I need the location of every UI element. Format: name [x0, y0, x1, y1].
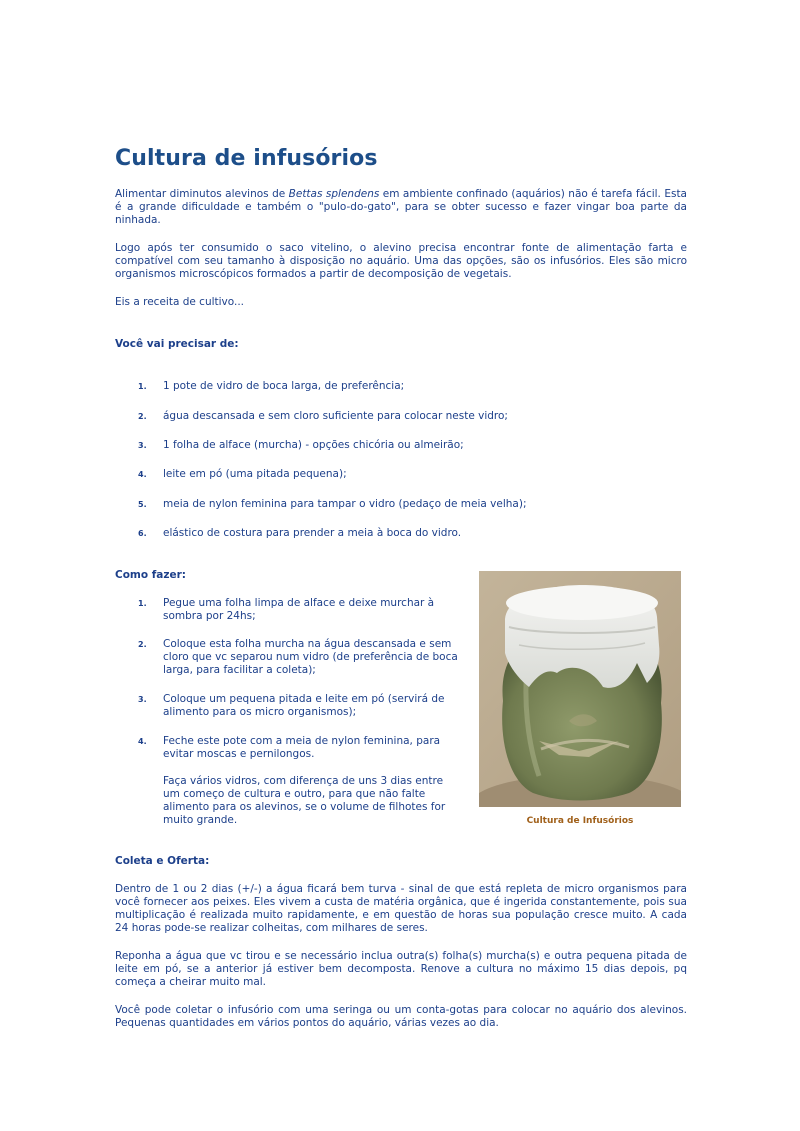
collect-paragraph-2: Reponha a água que vc tirou e se necessário inclua outra(s) folha(s) murcha(s) e outra pequena pitada de leite em pó, se a anterior já estiver bem decomposta. Renove a cultura no máximo 15 dias depois, pq começa a cheirar muito mal. [115, 950, 687, 988]
item-text: 1 pote de vidro de boca larga, de preferência; [163, 380, 405, 392]
step-text: Feche este pote com a meia de nylon feminina, para evitar moscas e pernilongos. [163, 735, 441, 760]
item-number: 2. [138, 412, 147, 421]
jar-photo [479, 571, 681, 807]
item-text: elástico de costura para prender a meia à boca do vidro. [163, 527, 462, 539]
item-number: 3. [138, 441, 147, 450]
step-text: Coloque um pequena pitada e leite em pó (servirá de alimento para os micro organismos); [163, 693, 445, 718]
item-number: 4. [138, 470, 147, 479]
intro-text-after: em ambiente confinado (aquários) não é tarefa fácil. Esta é a grande dificuldade e também o "pulo-do-gato", para se obter sucesso e fazer vingar boa parte da ninhada. [115, 188, 687, 226]
item-text: leite em pó (uma pitada pequena); [163, 468, 347, 480]
intro-paragraph-2: Logo após ter consumido o saco vitelino, o alevino precisa encontrar fonte de alimentação farta e compatível com seu tamanho à disposição no aquário. Uma das opções, são os infusórios. Eles são micro organismos microscópicos formados a partir de decomposição de vegetais. [115, 242, 687, 280]
item-number: 5. [138, 500, 147, 509]
item-text: água descansada e sem cloro suficiente para colocar neste vidro; [163, 410, 508, 422]
step-number: 3. [138, 695, 147, 704]
intro-paragraph-1 [115, 188, 687, 227]
step-number: 1. [138, 599, 147, 608]
intro-paragraph-3: Eis a receita de cultivo... [115, 296, 245, 308]
page-title: Cultura de infusórios [115, 146, 378, 171]
item-text: meia de nylon feminina para tampar o vidro (pedaço de meia velha); [163, 498, 527, 510]
step-text: Coloque esta folha murcha na água descansada e sem cloro que vc separou num vidro (de preferência de boca larga, para facilitar a coleta); [163, 638, 458, 676]
intro-text-before: Alimentar diminutos alevinos de [115, 188, 289, 200]
collect-paragraph-1: Dentro de 1 ou 2 dias (+/-) a água ficará bem turva - sinal de que está repleta de micro organismos para você fornecer aos peixes. Eles vivem a custa de matéria orgânica, que é ingerida constantemente, pois sua multiplicação é realizada muito rapidamente, e em questão de horas sua população cresce muito. A cada 24 horas pode-se realizar colheitas, com milhares de seres. [115, 883, 687, 934]
item-text: 1 folha de alface (murcha) - opções chicória ou almeirão; [163, 439, 464, 451]
step-number: 4. [138, 737, 147, 746]
howto-heading: Como fazer: [115, 569, 186, 581]
step-number: 2. [138, 640, 147, 649]
item-number: 6. [138, 529, 147, 538]
materials-heading: Você vai precisar de: [115, 338, 239, 350]
step-text: Pegue uma folha limpa de alface e deixe murchar à sombra por 24hs; [163, 597, 435, 622]
collect-heading: Coleta e Oferta: [115, 855, 210, 867]
species-name: Bettas splendens [288, 188, 380, 200]
photo-caption: Cultura de Infusórios [526, 816, 634, 826]
collect-paragraph-3: Você pode coletar o infusório com uma seringa ou um conta-gotas para colocar no aquário dos alevinos. Pequenas quantidades em vários pontos do aquário, várias vezes ao dia. [115, 1004, 687, 1029]
howto-note: Faça vários vidros, com diferença de uns 3 dias entre um começo de cultura e outro, para que não falte alimento para os alevinos, se o volume de filhotes for muito grande. [163, 775, 446, 826]
item-number: 1. [138, 382, 147, 391]
